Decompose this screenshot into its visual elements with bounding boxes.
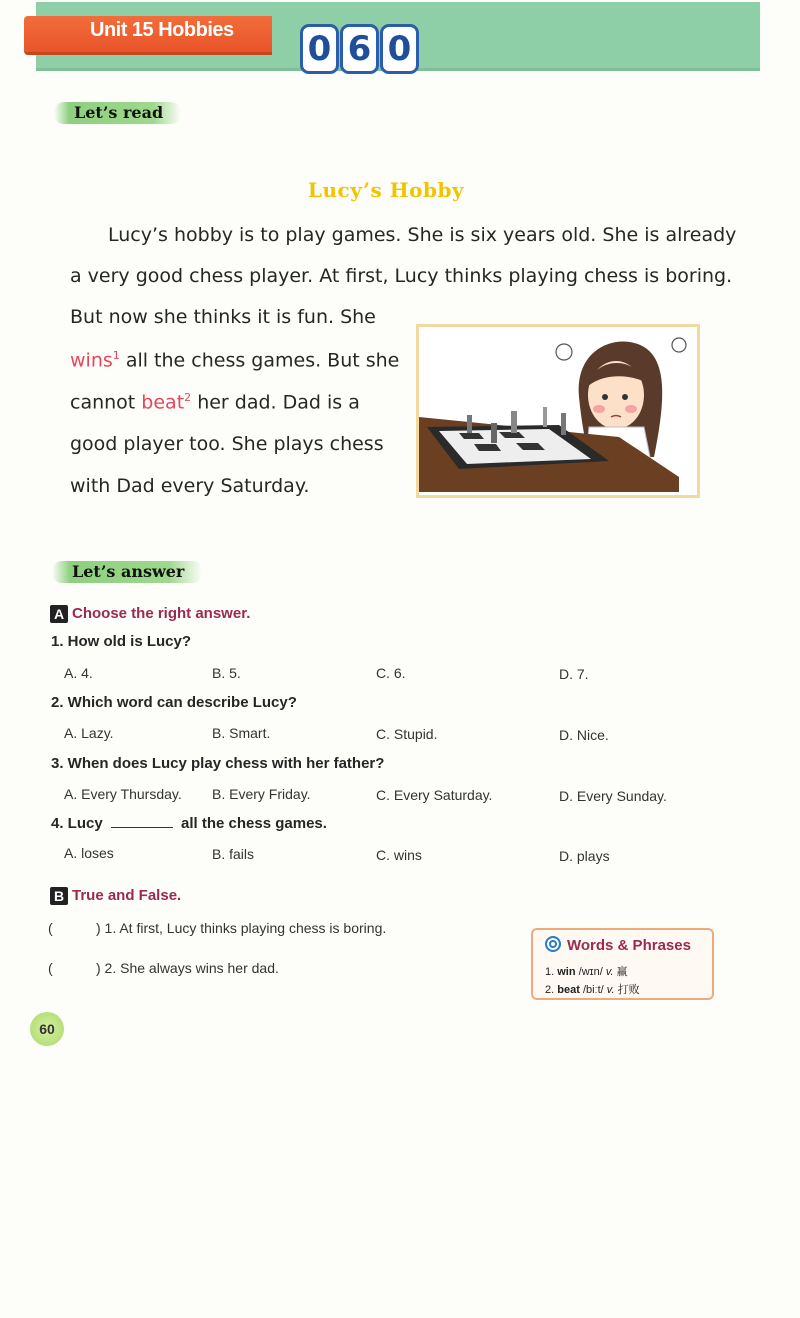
tf-statement: ) 2. She always wins her dad.	[96, 960, 279, 976]
vocab-word-beat: beat	[141, 391, 185, 414]
section-b-badge: B	[50, 887, 68, 905]
option[interactable]: D. 7.	[559, 666, 589, 682]
option[interactable]: B. Smart.	[212, 725, 271, 741]
vocab-entry-2	[545, 981, 640, 997]
story-line	[70, 349, 399, 371]
story-line: with Dad every Saturday.	[70, 475, 310, 497]
story-text: cannot	[70, 391, 136, 414]
vocab-meaning: 打败	[617, 984, 640, 996]
story-line: a very good chess player. At first, Lucy thinks playing chess is boring.	[70, 265, 733, 287]
question-1: 1. How old is Lucy?	[51, 633, 192, 650]
vocab-word: win	[557, 966, 576, 978]
option[interactable]: B. fails	[212, 846, 255, 862]
words-phrases-box	[531, 928, 714, 1000]
vocab-meaning: 赢	[616, 966, 628, 978]
unit-title: Unit 15 Hobbies	[90, 19, 234, 41]
words-phrases-heading	[545, 936, 691, 954]
vocab-entry-1	[545, 963, 628, 979]
section-a-title: Choose the right answer.	[72, 605, 251, 622]
option[interactable]: C. Stupid.	[376, 726, 438, 742]
footnote-marker: 1	[112, 349, 120, 362]
option[interactable]: A. 4.	[64, 665, 93, 681]
option[interactable]: B. Every Friday.	[212, 786, 311, 802]
story-line: good player too. She plays chess	[70, 433, 384, 455]
circle-icon	[545, 936, 561, 952]
option[interactable]: C. 6.	[376, 665, 406, 681]
page-code-digit: 0	[300, 24, 339, 74]
footnote-marker: 2	[184, 391, 192, 404]
vocab-phonetic: /wɪn/	[578, 966, 603, 978]
vocab-num: 2.	[545, 984, 555, 996]
option[interactable]: C. wins	[376, 847, 422, 863]
page-code-digit: 6	[340, 24, 379, 74]
story-line	[70, 391, 360, 413]
section-b-heading	[50, 887, 181, 905]
question-4	[51, 815, 327, 832]
story-text: her dad. Dad is a	[197, 391, 360, 414]
vocab-pos: v.	[605, 966, 614, 978]
vocab-phonetic: /biːt/	[582, 984, 604, 996]
option[interactable]: C. Every Saturday.	[376, 787, 493, 803]
section-a-heading	[50, 605, 250, 623]
page-code-digit: 0	[380, 24, 419, 74]
vocab-word-wins: wins	[70, 349, 113, 372]
page-number: 60	[30, 1012, 64, 1046]
lets-read-label: Let’s read	[54, 102, 181, 124]
vocab-num: 1.	[545, 966, 555, 978]
story-line: But now she thinks it is fun. She	[70, 306, 376, 328]
story-text: all the chess games. But she	[125, 349, 400, 372]
tf-statement: ) 1. At first, Lucy thinks playing chess is boring.	[96, 920, 387, 936]
option[interactable]: D. Nice.	[559, 727, 609, 743]
option[interactable]: D. plays	[559, 848, 610, 864]
section-a-badge: A	[50, 605, 68, 623]
vocab-word: beat	[557, 984, 580, 996]
option[interactable]: D. Every Sunday.	[559, 788, 667, 804]
question-4-start: 4. Lucy	[51, 815, 103, 832]
story-line: Lucy’s hobby is to play games. She is six years old. She is already	[108, 224, 737, 246]
question-3: 3. When does Lucy play chess with her father?	[51, 755, 385, 772]
option[interactable]: A. Every Thursday.	[64, 786, 182, 802]
answer-blank[interactable]	[111, 827, 173, 828]
option[interactable]: B. 5.	[212, 665, 241, 681]
page-code	[300, 24, 419, 74]
vocab-pos: v.	[606, 984, 615, 996]
chess-girl-illustration	[416, 324, 700, 498]
chess-illustration-svg	[419, 327, 697, 495]
option[interactable]: A. loses	[64, 845, 114, 861]
tf-bracket[interactable]: (	[48, 920, 53, 936]
option[interactable]: A. Lazy.	[64, 725, 114, 741]
story-title: Lucy’s Hobby	[307, 178, 465, 202]
tf-bracket[interactable]: (	[48, 960, 53, 976]
words-phrases-title: Words & Phrases	[567, 937, 691, 954]
question-4-end: all the chess games.	[181, 815, 327, 832]
question-2: 2. Which word can describe Lucy?	[51, 694, 297, 711]
lets-answer-label: Let’s answer	[52, 561, 202, 583]
section-b-title: True and False.	[72, 887, 182, 904]
